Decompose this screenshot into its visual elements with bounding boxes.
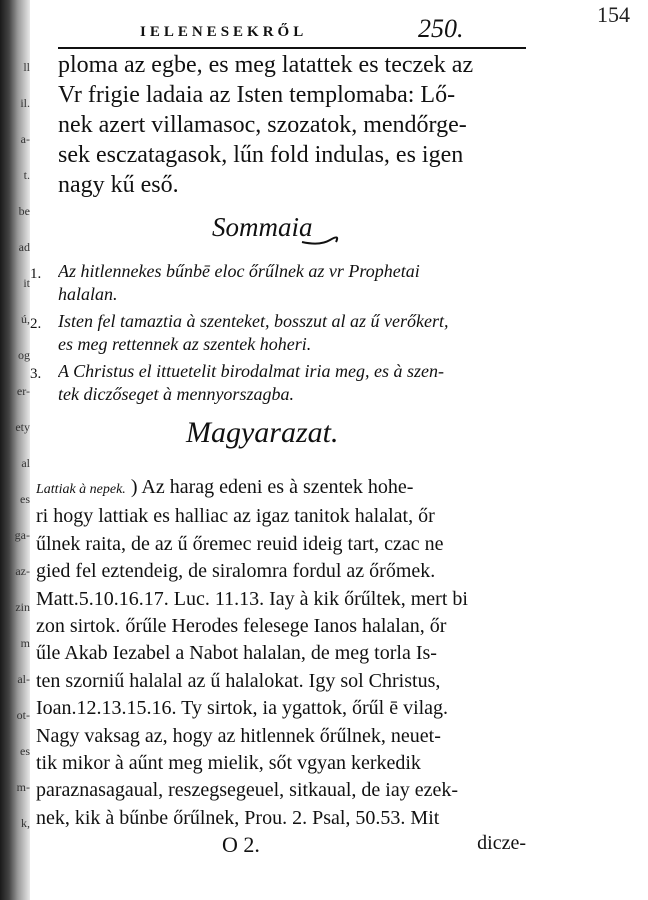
margin-fragment: ad — [18, 240, 30, 254]
heading-swash-ornament — [300, 232, 344, 246]
summary-item-number: 1. — [30, 266, 42, 282]
text-line: nek azert villamasoc, szozatok, mendőrge- — [58, 112, 467, 138]
margin-fragment: es — [20, 744, 30, 758]
margin-fragment: ety — [15, 420, 30, 434]
text-line: Ioan.12.13.15.16. Ty sirtok, ia ygattok, őrűl ē vilag. — [36, 697, 449, 720]
margin-fragment: il. — [20, 96, 30, 110]
left-margin-fragments — [0, 0, 40, 900]
summary-line: es meg rettennek az szentek hoheri. — [58, 334, 312, 354]
margin-fragment: it — [23, 276, 30, 290]
margin-fragment: og — [18, 348, 30, 362]
margin-fragment: m — [20, 636, 30, 650]
archival-page-number: 154 — [597, 2, 630, 27]
margin-fragment: al- — [17, 672, 30, 686]
summary-item-number: 3. — [30, 366, 42, 382]
text-line: Vr frigie ladaia az Isten templomaba: Lő- — [58, 82, 456, 108]
summary-item — [30, 360, 530, 406]
margin-fragment: ll — [23, 60, 30, 74]
signature-mark: O 2. — [222, 832, 260, 857]
margin-fragment: m- — [16, 780, 30, 794]
catchword: dicze- — [477, 832, 526, 854]
page-footer — [36, 832, 526, 862]
explanation-heading: Magyarazat. — [186, 416, 339, 449]
text-line: sek esczatagasok, lűn fold indulas, es igen — [58, 142, 464, 168]
lemma-citation: Lattiak à nepek. — [36, 482, 126, 497]
margin-fragment: t. — [23, 168, 30, 182]
summary-line: Az hitlennekes bűnbē eloc őrűlnek az vr Prophetai — [58, 261, 420, 281]
summary-heading: Sommaia — [212, 212, 313, 242]
margin-fragment: er- — [16, 384, 30, 398]
margin-fragment: k, — [21, 816, 30, 830]
lemma-text: ) Az harag edeni es à szentek hohe- — [130, 476, 414, 498]
summary-list — [30, 260, 530, 410]
summary-item — [30, 310, 530, 356]
page-header — [140, 14, 500, 50]
text-line: ten szorniű halalal az ű halalokat. Igy sol Christus, — [36, 669, 441, 692]
margin-fragment: ga- — [14, 528, 30, 542]
summary-item-number: 2. — [30, 316, 42, 332]
explanation-paragraph — [36, 474, 526, 832]
text-line: nagy kű eső. — [58, 172, 179, 198]
margin-fragment: al — [21, 456, 30, 470]
text-line: paraznasagaual, reszegsegeuel, sitkaual, de iay ezek- — [36, 779, 458, 802]
text-line: űle Akab Iezabel a Nabot halalan, de meg torla Is- — [36, 642, 437, 665]
text-line: ploma az egbe, es meg latattek es teczek az — [58, 52, 474, 78]
summary-line: tek diczőseget à mennyorszagba. — [58, 384, 294, 404]
text-line — [36, 474, 526, 503]
text-line: gied fel eztendeig, de siralomra fordul az őrőmek. — [36, 560, 436, 583]
margin-fragment: az- — [15, 564, 30, 578]
margin-fragment: ú, — [21, 312, 30, 326]
summary-line: halalan. — [58, 284, 118, 304]
margin-fragment: ot- — [16, 708, 30, 722]
header-rule — [58, 47, 526, 49]
summary-line: Isten fel tamaztia à szenteket, bosszut al az ű verőkert, — [58, 311, 449, 331]
margin-fragment: zin — [15, 600, 30, 614]
opening-paragraph — [58, 50, 528, 200]
summary-item — [30, 260, 530, 306]
text-line: tik mikor à aűnt meg mielik, sőt vgyan kerkedik — [36, 752, 421, 775]
text-line: űlnek raita, de az ű őremec reuid ideig tart, czac ne — [36, 532, 444, 555]
running-head: IELENESEKRŐL — [140, 24, 308, 40]
text-line: Matt.5.10.16.17. Luc. 11.13. Iay à kik őrűltek, mert bi — [36, 587, 468, 610]
margin-fragment: be — [18, 204, 30, 218]
text-line: ri hogy lattiak es halliac az igaz tanitok halalat, őr — [36, 505, 435, 528]
page-number: 250. — [418, 14, 464, 43]
text-line: Nagy vaksag az, hogy az hitlennek őrűlnek, neuet- — [36, 724, 441, 747]
margin-fragment: es — [20, 492, 30, 506]
margin-fragment: a- — [20, 132, 30, 146]
text-line: nek, kik à bűnbe őrűlnek, Prou. 2. Psal, 50.53. Mit — [36, 806, 440, 829]
text-line: zon sirtok. őrűle Herodes felesege Ianos halalan, őr — [36, 615, 447, 638]
summary-line: A Christus el ittuetelit birodalmat iria meg, es à szen- — [58, 361, 444, 381]
